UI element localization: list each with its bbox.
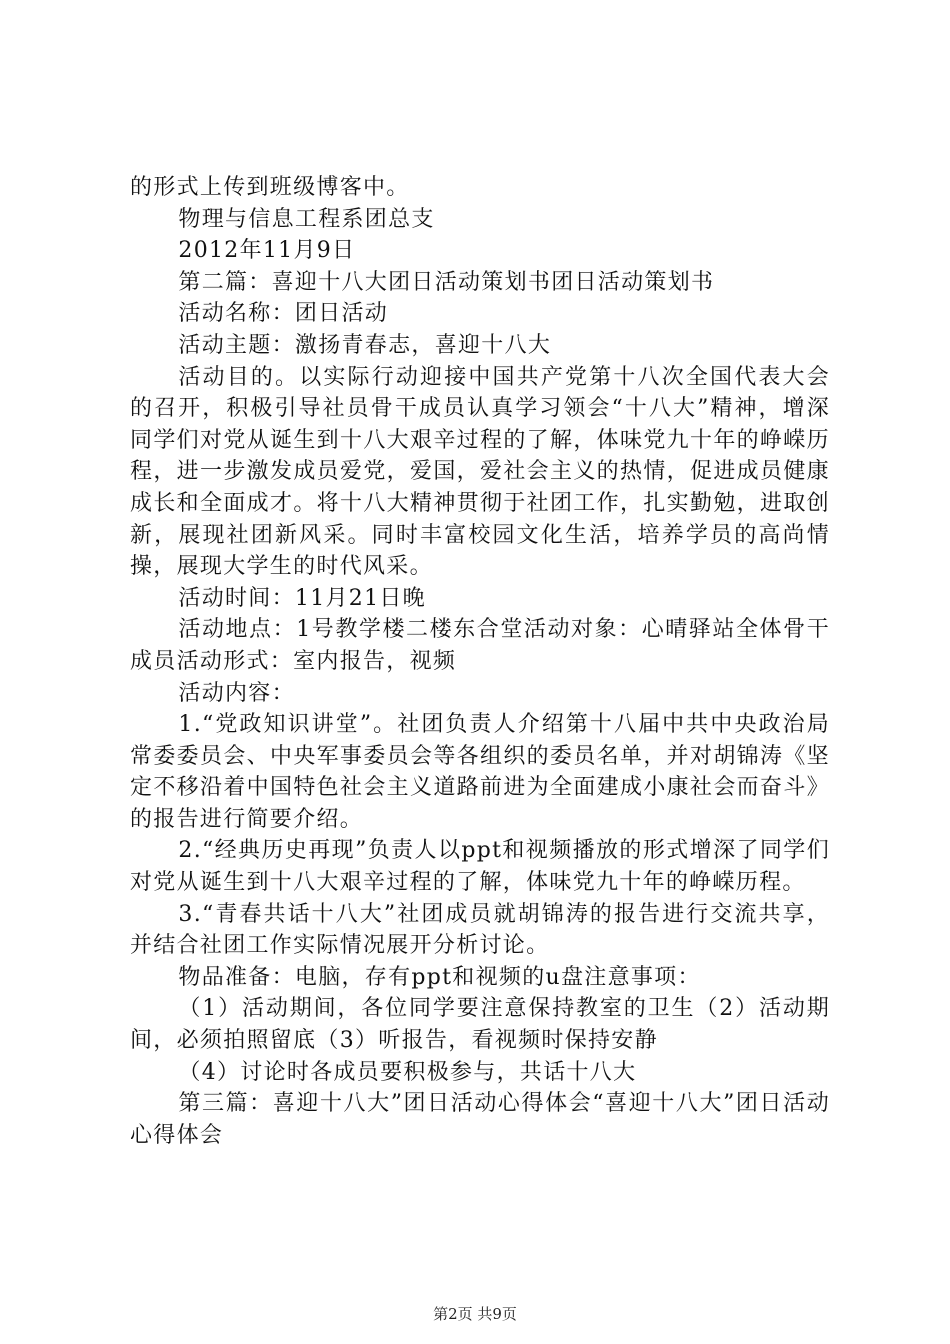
page-number-footer: 第2页 共9页 <box>433 1305 517 1323</box>
paragraph-10: 活动内容： <box>178 680 295 706</box>
paragraph-12: 2.“经典历史再现”负责人以ppt和视频播放的形式增深了同学们对党从诞生到十八大艰辛过程的了解，体味党九十年的峥嵘历程。 <box>130 838 830 896</box>
paragraph-7: 活动目的。以实际行动迎接中国共产党第十八次全国代表大会的召开，积极引导社员骨干成员认真学习领会“十八大”精神，增深同学们对党从诞生到十八大艰辛过程的了解，体味党九十年的峥嵘历程，进一步激发成员爱党，爱国，爱社会主义的热情，促进成员健康成长和全面成才。将十八大精神贯彻于社团工作，扎实勤勉，进取创新，展现社团新风采。同时丰富校园文化生活，培养学员的高尚情操，展现大学生的时代风采。 <box>130 364 830 580</box>
paragraph-4: 第二篇：喜迎十八大团日活动策划书团日活动策划书 <box>178 269 715 295</box>
paragraph-9: 活动地点：1号教学楼二楼东合堂活动对象：心晴驿站全体骨干成员活动形式：室内报告，视频 <box>130 617 830 674</box>
paragraph-1: 的形式上传到班级博客中。 <box>130 175 410 200</box>
paragraph-3: 2012年11月9日 <box>178 238 356 264</box>
paragraph-13: 3.“青春共话十八大”社团成员就胡锦涛的报告进行交流共享，并结合社团工作实际情况展开分析讨论。 <box>130 901 830 959</box>
paragraph-17: 第三篇：喜迎十八大”团日活动心得体会“喜迎十八大”团日活动心得体会 <box>130 1091 830 1148</box>
paragraph-5: 活动名称：团日活动 <box>178 301 389 327</box>
document-body <box>130 172 830 1151</box>
paragraph-6: 活动主题：激扬青春志，喜迎十八大 <box>178 332 552 358</box>
paragraph-16: （4）讨论时各成员要积极参与，共话十八大 <box>178 1059 637 1085</box>
paragraph-15: （1）活动期间，各位同学要注意保持教室的卫生（2）活动期间，必须拍照留底（3）听报告，看视频时保持安静 <box>130 996 830 1054</box>
paragraph-14: 物品准备：电脑，存有ppt和视频的u盘注意事项： <box>178 964 701 990</box>
paragraph-2: 物理与信息工程系团总支 <box>178 206 435 232</box>
paragraph-8: 活动时间：11月21日晚 <box>178 585 426 611</box>
paragraph-11: 1.“党政知识讲堂”。社团负责人介绍第十八届中共中央政治局常委委员会、中央军事委员会等各组织的委员名单，并对胡锦涛《坚定不移沿着中国特色社会主义道路前进为全面建成小康社会而奋斗》的报告进行简要介绍。 <box>130 712 830 832</box>
